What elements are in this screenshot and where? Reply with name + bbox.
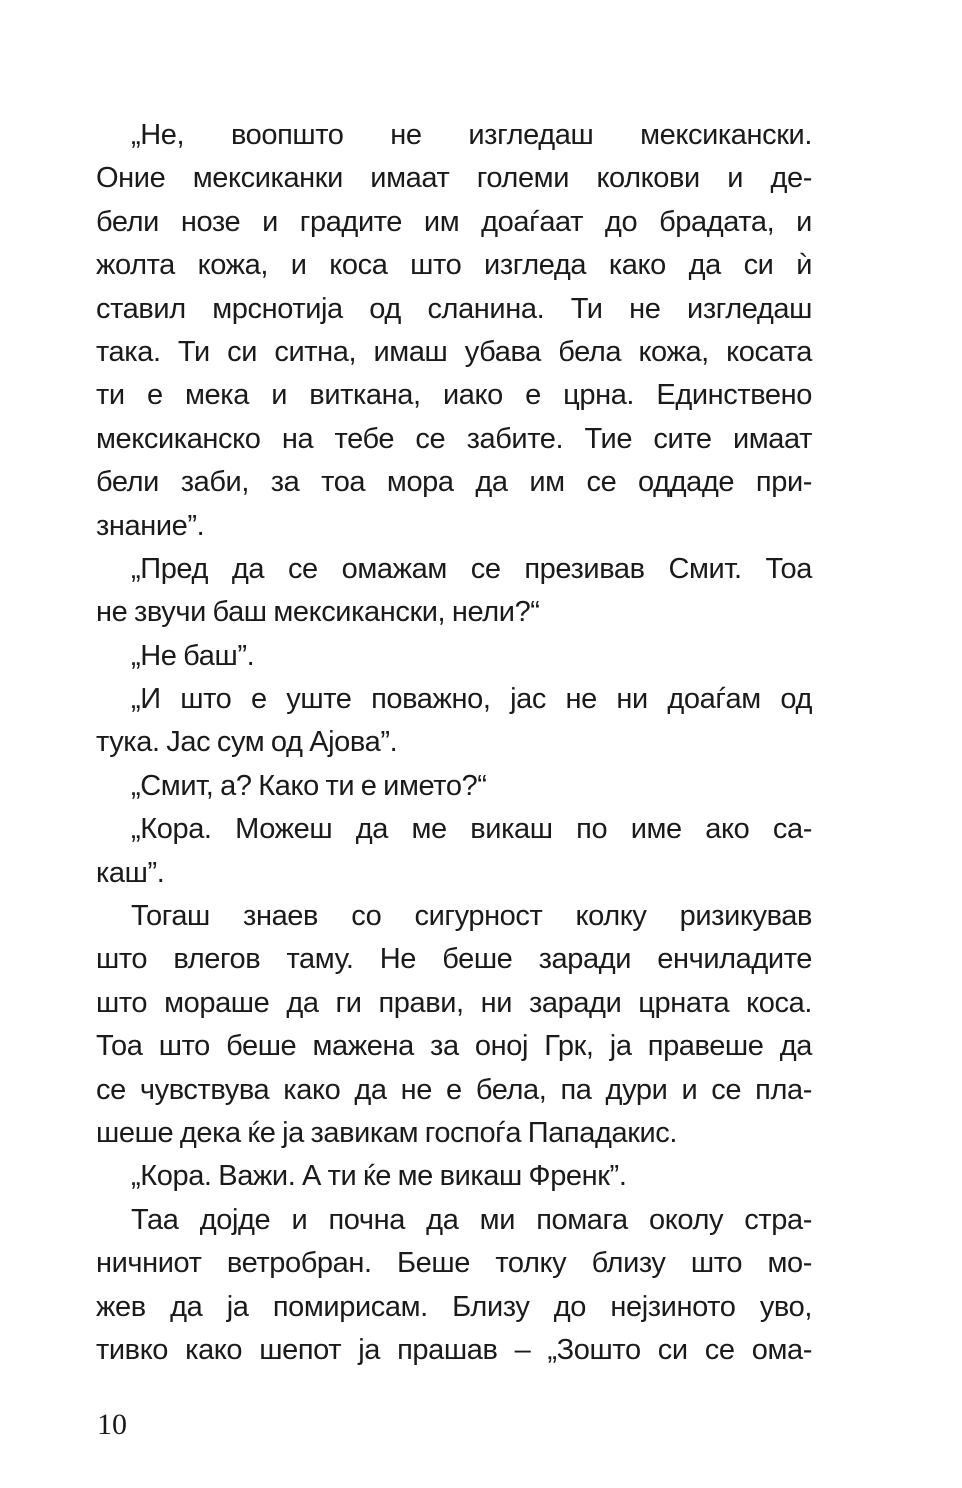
text-line: знание”.	[96, 509, 205, 542]
body-text	[96, 114, 812, 1372]
paragraph	[96, 1199, 812, 1373]
text-line: не звучи баш мексикански, нели?“	[96, 596, 540, 629]
paragraph	[96, 548, 812, 635]
text-line: тука. Јас сум од Ајова”.	[96, 726, 398, 759]
text-line: тивко како шепот ја прашав – „Зошто си се ома-	[96, 1333, 812, 1366]
text-line: бели нозе и градите им доаѓаат до брадата, и	[96, 205, 812, 238]
text-line: се чувствува како да не е бела, па дури и се пла-	[96, 1073, 812, 1106]
text-line: „И што е уште поважно, јас не ни доаѓам од	[131, 683, 812, 716]
paragraph	[96, 808, 812, 895]
text-line: „Не, воопшто не изгледаш мексикански.	[131, 119, 812, 151]
text-line: така. Ти си ситна, имаш убава бела кожа, косата	[96, 335, 812, 368]
text-line: Тогаш знаев со сигурност колку ризикував	[131, 900, 812, 933]
text-line: каш”.	[96, 856, 165, 889]
text-line: ставил мрснотија од сланина. Ти не изгледаш	[96, 292, 812, 325]
page-number: 10	[97, 1408, 127, 1441]
text-line: бели заби, за тоа мора да им се оддаде при-	[96, 466, 812, 499]
text-line: жолта кожа, и коса што изгледа како да си ѝ	[96, 249, 812, 282]
paragraph	[96, 765, 812, 808]
paragraph	[96, 1155, 812, 1198]
paragraph	[96, 895, 812, 1155]
text-line: што мораше да ги прави, ни заради црната коса.	[96, 986, 812, 1019]
text-line: Таа дојде и почна да ми помага околу стра-	[131, 1203, 812, 1236]
paragraph	[96, 114, 812, 548]
text-line: Тоа што беше мажена за оној Грк, ја правеше да	[96, 1030, 812, 1063]
text-line: шеше дека ќе ја завикам госпоѓа Пападакис.	[96, 1116, 678, 1149]
text-line: „Кора. Можеш да ме викаш по име ако са-	[131, 813, 812, 846]
text-line: ничниот ветробран. Беше толку близу што мо-	[96, 1247, 812, 1280]
paragraph	[96, 635, 812, 678]
text-line: ти е мека и виткана, иако е црна. Единствено	[96, 379, 812, 412]
text-line: „Не баш”.	[131, 639, 255, 672]
text-line: мексиканско на тебе се забите. Тие сите имаат	[96, 422, 812, 455]
text-line: „Кора. Важи. А ти ќе ме викаш Френк”.	[131, 1160, 627, 1193]
text-line: „Смит, а? Како ти е името?“	[131, 769, 487, 802]
text-line: „Пред да се омажам се презивав Смит. Тоа	[131, 552, 812, 585]
text-line: Оние мексиканки имаат големи колкови и де-	[96, 162, 812, 195]
paragraph	[96, 678, 812, 765]
text-line: што влегов таму. Не беше заради енчиладите	[96, 943, 812, 976]
text-line: жев да ја помирисам. Близу до нејзиното уво,	[96, 1290, 812, 1323]
